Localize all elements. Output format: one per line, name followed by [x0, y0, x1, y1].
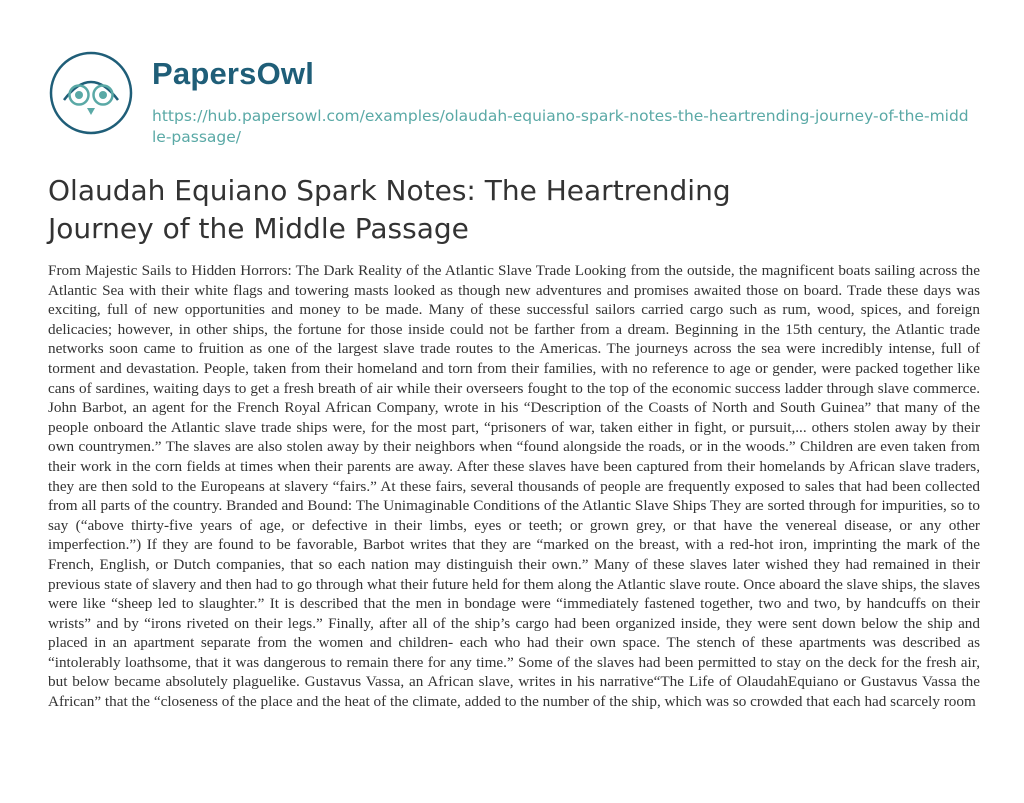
source-url-link[interactable]: https://hub.papersowl.com/examples/olaudah-equiano-spark-notes-the-heartrending-journey-of-the-middle-passage/ — [152, 107, 969, 146]
site-header — [48, 40, 988, 160]
article-body: From Majestic Sails to Hidden Horrors: The Dark Reality of the Atlantic Slave Trade Looking from the outside, the magnificent boats sailing across the Atlantic Sea with their white flags and towering masts looked as though new adventures and promises awaited those on board. Trade these days was exciting, full of new opportunities and money to be made. Many of these successful sailors carried cargo such as rum, wood, spices, and foreign delicacies; however, in other ships, the fortune for those inside could not be farther from a dream. Beginning in the 15th century, the Atlantic trade networks soon came to fruition as one of the largest slave trade routes to the Americas. The journeys across the sea were incredibly intense, full of torment and devastation. People, taken from their homeland and torn from their families, with no reference to age or gender, were packed together like cans of sardines, waiting days to get a fresh breath of air while their overseers fought to the top of the economic success ladder through slave commerce. John Barbot, an agent for the French Royal African Company, wrote in his “Description of the Coasts of North and South Guinea” that many of the people onboard the Atlantic slave trade ships were, for the most part, “prisoners of war, taken either in fight, or pursuit,... others stolen away by their own countrymen.” The slaves are also stolen away by their neighbors when “found alongside the roads, or in the woods.” Children are even taken from their work in the corn fields at times when their parents are away. After these slaves have been captured from their homelands by African slave traders, they are then sold to the Europeans at slavery “fairs.” At these fairs, several thousands of people are frequently exposed to sales that had been collected from all parts of the country. Branded and Bound: The Unimaginable Conditions of the Atlantic Slave Ships They are sorted through for impurities, so to say (“above thirty-five years of age, or defective in their limbs, eyes or teeth; or grown grey, or that have the venereal disease, or any other imperfection.”) If they are found to be favorable, Barbot writes that they are “marked on the breast, with a red-hot iron, imprinting the mark of the French, English, or Dutch companies, that so each nation may distinguish their own.” Many of these slaves later wished they had remained in their previous state of slavery and then had to go through what their future held for them along the Atlantic slave route. Once aboard the slave ships, the slaves were like “sheep led to slaughter.” It is described that the men in bondage were “immediately fastened together, two and two, by handcuffs on their wrists” and by “irons riveted on their legs.” Finally, after all of the ship’s cargo had been organized inside, they were sent down below the ship and placed in an apartment separate from the women and children- each who had their own space. The stench of these apartments was described as “intolerably loathsome, that it was dangerous to remain there for any time.” Some of the slaves had been permitted to stay on the deck for the fresh air, but below became absolutely plaguelike. Gustavus Vassa, an African slave, writes in his narrative“The Life of OlaudahEquiano or Gustavus Vassa the African” that the “closeness of the place and the heat of the climate, added to the number of the ship, which was so crowded that each had scarcely room — [48, 262, 980, 711]
owl-logo-icon[interactable] — [48, 50, 134, 136]
article-title: Olaudah Equiano Spark Notes: The Heartrending Journey of the Middle Passage — [48, 174, 731, 245]
site-brand[interactable]: PapersOwl — [152, 56, 315, 91]
